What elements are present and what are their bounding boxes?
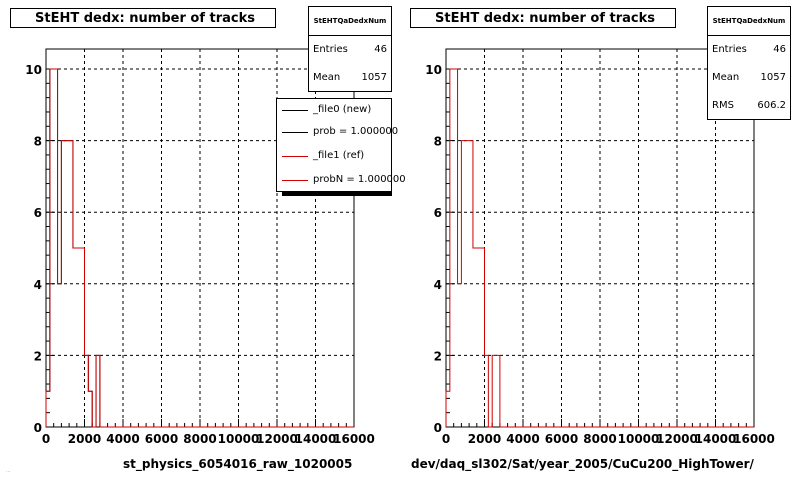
stats-value: 1057: [361, 72, 387, 83]
x-tick-label: 16000: [733, 432, 775, 446]
left-histogram-source-label: st_physics_6054016_raw_1020005: [123, 457, 353, 471]
legend-entry: [277, 99, 391, 123]
x-tick-label: 8000: [583, 432, 617, 446]
stats-value: 1057: [760, 72, 786, 83]
y-tick-label: 6: [33, 206, 42, 221]
stats-label: Entries: [712, 44, 747, 55]
y-tick-label: 8: [433, 134, 442, 149]
y-tick-label: 4: [33, 277, 42, 292]
stats-label: Mean: [712, 72, 740, 83]
right-stats-name: StEHTQaDedxNum: [708, 7, 790, 36]
stats-label: Mean: [313, 72, 341, 83]
legend-shadow: [282, 192, 392, 196]
x-tick-label: 0: [41, 432, 51, 446]
right-stats-row-mean: [708, 64, 790, 92]
y-tick-label: 4: [433, 277, 442, 292]
legend-line-swatch: [282, 132, 308, 133]
x-tick-label: 2000: [467, 432, 502, 446]
histogram-legend: [276, 98, 406, 192]
y-tick-label: 8: [33, 134, 42, 149]
stats-label: RMS: [712, 100, 734, 111]
x-tick-label: 6000: [544, 432, 579, 446]
right-histogram-title: StEHT dedx: number of tracks: [410, 8, 676, 28]
y-tick-label: 2: [433, 349, 442, 364]
x-tick-label: 2000: [67, 432, 102, 446]
y-tick-label: 6: [433, 206, 442, 221]
x-tick-label: 12000: [256, 432, 298, 446]
x-tick-label: 10000: [617, 432, 660, 446]
legend-line-swatch: [282, 180, 308, 181]
stats-label: Entries: [313, 44, 348, 55]
left-stats-row-mean: [309, 64, 391, 92]
x-tick-label: 4000: [106, 432, 140, 446]
legend-entry: [277, 169, 406, 193]
left-stats-row-entries: [309, 36, 391, 64]
x-tick-label: 14000: [294, 432, 337, 446]
right-stats-row-rms: [708, 92, 790, 120]
right-histogram-source-label: dev/daq_sl302/Sat/year_2005/CuCu200_HighTower/: [411, 457, 754, 471]
x-tick-label: 0: [441, 432, 451, 446]
x-tick-label: 4000: [506, 432, 540, 446]
legend-line-swatch: [282, 156, 308, 157]
y-tick-label: 2: [33, 349, 42, 364]
y-tick-label: 0: [33, 421, 42, 435]
legend-label: _file1 (ref): [313, 150, 365, 161]
right-stats-box: [707, 6, 791, 120]
stats-value: 606.2: [757, 100, 786, 111]
legend-entry: [277, 121, 399, 145]
legend-label: prob = 1.000000: [313, 126, 399, 137]
x-tick-label: 14000: [694, 432, 737, 446]
y-tick-label: 0: [433, 421, 442, 435]
stats-value: 46: [374, 44, 387, 55]
y-tick-label: 10: [425, 63, 442, 77]
legend-label: _file0 (new): [313, 104, 372, 115]
x-tick-label: 6000: [144, 432, 179, 446]
x-tick-label: 16000: [333, 432, 375, 446]
legend-line-swatch: [282, 110, 308, 111]
stats-value: 46: [773, 44, 786, 55]
x-tick-label: 12000: [656, 432, 698, 446]
left-histogram-title: StEHT dedx: number of tracks: [10, 8, 276, 28]
left-stats-box: [308, 6, 392, 92]
x-tick-label: 8000: [183, 432, 217, 446]
y-tick-label: 10: [25, 63, 42, 77]
legend-label: probN = 1.000000: [313, 174, 406, 185]
left-footnote: ...: [6, 468, 11, 474]
x-tick-label: 10000: [217, 432, 260, 446]
left-stats-name: StEHTQaDedxNum: [309, 7, 391, 36]
right-stats-row-entries: [708, 36, 790, 64]
legend-entry: [277, 145, 391, 169]
